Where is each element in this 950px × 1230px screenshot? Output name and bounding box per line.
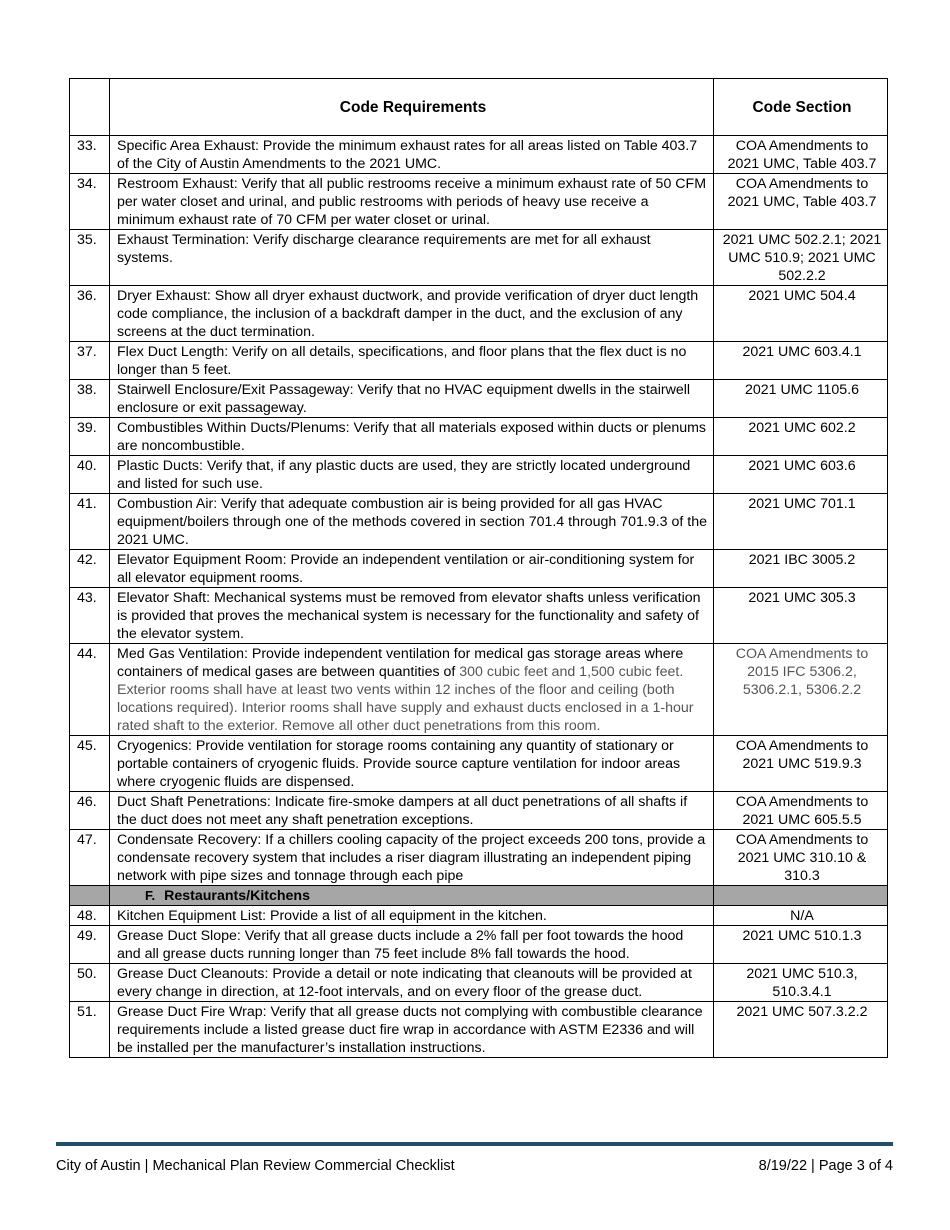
row-number: 34. bbox=[70, 174, 110, 230]
row-code-section: 2021 UMC 305.3 bbox=[714, 588, 888, 644]
row-code-section: 2021 IBC 3005.2 bbox=[714, 550, 888, 588]
table-row bbox=[70, 286, 888, 342]
table-row bbox=[70, 1002, 888, 1058]
row-number: 36. bbox=[70, 286, 110, 342]
row-requirement: Kitchen Equipment List: Provide a list of all equipment in the kitchen. bbox=[110, 906, 714, 926]
row-code-section: COA Amendments to 2021 UMC 519.9.3 bbox=[714, 736, 888, 792]
row-requirement: Elevator Equipment Room: Provide an independent ventilation or air-conditioning system for all elevator equipment rooms. bbox=[110, 550, 714, 588]
row-requirement: Grease Duct Cleanouts: Provide a detail or note indicating that cleanouts will be provided at every change in direction, at 12-foot intervals, and on every floor of the grease duct. bbox=[110, 964, 714, 1002]
row-code-section: 2021 UMC 602.2 bbox=[714, 418, 888, 456]
row-number: 41. bbox=[70, 494, 110, 550]
row-requirement: Grease Duct Fire Wrap: Verify that all grease ducts not complying with combustible clearance requirements include a listed grease duct fire wrap in accordance with ASTM E2336 and will be installed per the manufacturer’s installation instructions. bbox=[110, 1002, 714, 1058]
row-number: 40. bbox=[70, 456, 110, 494]
row-requirement: Combustion Air: Verify that adequate combustion air is being provided for all gas HVAC equipment/boilers through one of the methods covered in section 701.4 through 701.9.3 of the 2021 UMC. bbox=[110, 494, 714, 550]
row-code-section: 2021 UMC 510.3, 510.3.4.1 bbox=[714, 964, 888, 1002]
row-requirement: Stairwell Enclosure/Exit Passageway: Verify that no HVAC equipment dwells in the stairwell enclosure or exit passageway. bbox=[110, 380, 714, 418]
table-row bbox=[70, 644, 888, 736]
row-number: 47. bbox=[70, 830, 110, 886]
row-code-section: 2021 UMC 701.1 bbox=[714, 494, 888, 550]
table-row bbox=[70, 588, 888, 644]
row-number: 46. bbox=[70, 792, 110, 830]
footer-document-title: City of Austin | Mechanical Plan Review Commercial Checklist bbox=[56, 1158, 455, 1174]
header-code-requirements: Code Requirements bbox=[110, 79, 714, 136]
row-number: 35. bbox=[70, 230, 110, 286]
section-letter: F. bbox=[145, 888, 156, 903]
row-number: 37. bbox=[70, 342, 110, 380]
row-requirement: Cryogenics: Provide ventilation for storage rooms containing any quantity of stationary or portable containers of cryogenic fluids. Provide source capture ventilation for indoor areas where cryogenic fluids are dispensed. bbox=[110, 736, 714, 792]
row-requirement: Restroom Exhaust: Verify that all public restrooms receive a minimum exhaust rate of 50 CFM per water closet and urinal, and public restrooms with periods of heavy use receive a minimum exhaust rate of 70 CFM per water closet or urinal. bbox=[110, 174, 714, 230]
row-code-section: COA Amendments to 2015 IFC 5306.2, 5306.2.1, 5306.2.2 bbox=[714, 644, 888, 736]
row-number: 43. bbox=[70, 588, 110, 644]
row-requirement-text-grey: 300 cubic feet and 1,500 cubic feet. Exterior rooms shall have at least two vents within 12 inches of the floor and ceiling (both locations required). Interior rooms shall have supply and exhaust ducts enclosed in a 1-hour rated shaft to the exterior. Remove all other duct penetrations from this room. bbox=[117, 664, 694, 734]
table-row bbox=[70, 550, 888, 588]
table-row bbox=[70, 174, 888, 230]
row-number: 48. bbox=[70, 906, 110, 926]
header-number bbox=[70, 79, 110, 136]
row-requirement: Elevator Shaft: Mechanical systems must be removed from elevator shafts unless verification is provided that proves the mechanical system is necessary for the functionality and safety of the elevator system. bbox=[110, 588, 714, 644]
row-number: 45. bbox=[70, 736, 110, 792]
row-requirement: Exhaust Termination: Verify discharge clearance requirements are met for all exhaust systems. bbox=[110, 230, 714, 286]
row-number: 39. bbox=[70, 418, 110, 456]
table-row bbox=[70, 342, 888, 380]
header-code-section: Code Section bbox=[714, 79, 888, 136]
row-code-section: 2021 UMC 510.1.3 bbox=[714, 926, 888, 964]
row-code-section: 2021 UMC 504.4 bbox=[714, 286, 888, 342]
table-row bbox=[70, 964, 888, 1002]
table-row bbox=[70, 906, 888, 926]
row-number: 51. bbox=[70, 1002, 110, 1058]
row-code-section: N/A bbox=[714, 906, 888, 926]
section-heading bbox=[110, 886, 714, 906]
row-requirement: Flex Duct Length: Verify on all details, specifications, and floor plans that the flex duct is no longer than 5 feet. bbox=[110, 342, 714, 380]
row-requirement: Grease Duct Slope: Verify that all grease ducts include a 2% fall per foot towards the hood and all grease ducts running longer than 75 feet include 8% fall towards the hood. bbox=[110, 926, 714, 964]
table-row bbox=[70, 456, 888, 494]
table-row bbox=[70, 230, 888, 286]
row-requirement-text: Med Gas Ventilation: Provide independent ventilation for medical gas storage areas where containers of medical gases are between quantities of bbox=[117, 646, 684, 680]
row-requirement bbox=[110, 644, 714, 736]
table-row bbox=[70, 494, 888, 550]
row-number: 49. bbox=[70, 926, 110, 964]
row-number: 44. bbox=[70, 644, 110, 736]
row-number: 38. bbox=[70, 380, 110, 418]
table-row bbox=[70, 136, 888, 174]
table-row bbox=[70, 418, 888, 456]
row-number: 50. bbox=[70, 964, 110, 1002]
table-row bbox=[70, 736, 888, 792]
section-number-cell bbox=[70, 886, 110, 906]
section-code-cell bbox=[714, 886, 888, 906]
footer-divider bbox=[56, 1142, 893, 1146]
checklist-table bbox=[69, 78, 888, 1058]
row-requirement: Dryer Exhaust: Show all dryer exhaust ductwork, and provide verification of dryer duct length code compliance, the inclusion of a backdraft damper in the duct, and the exclusion of any screens at the duct termination. bbox=[110, 286, 714, 342]
row-code-section: COA Amendments to 2021 UMC, Table 403.7 bbox=[714, 174, 888, 230]
row-code-section: 2021 UMC 507.3.2.2 bbox=[714, 1002, 888, 1058]
footer-date-page: 8/19/22 | Page 3 of 4 bbox=[758, 1158, 893, 1174]
row-number: 33. bbox=[70, 136, 110, 174]
row-code-section: COA Amendments to 2021 UMC 605.5.5 bbox=[714, 792, 888, 830]
row-code-section: 2021 UMC 603.4.1 bbox=[714, 342, 888, 380]
row-code-section: COA Amendments to 2021 UMC, Table 403.7 bbox=[714, 136, 888, 174]
table-row bbox=[70, 926, 888, 964]
row-requirement: Condensate Recovery: If a chillers cooling capacity of the project exceeds 200 tons, provide a condensate recovery system that includes a riser diagram illustrating an independent piping network with pipe sizes and tonnage through each pipe bbox=[110, 830, 714, 886]
table-row bbox=[70, 830, 888, 886]
row-code-section: 2021 UMC 502.2.1; 2021 UMC 510.9; 2021 UMC 502.2.2 bbox=[714, 230, 888, 286]
table-row bbox=[70, 380, 888, 418]
row-requirement: Plastic Ducts: Verify that, if any plastic ducts are used, they are strictly located underground and listed for such use. bbox=[110, 456, 714, 494]
row-requirement: Specific Area Exhaust: Provide the minimum exhaust rates for all areas listed on Table 403.7 of the City of Austin Amendments to the 2021 UMC. bbox=[110, 136, 714, 174]
row-requirement: Duct Shaft Penetrations: Indicate fire-smoke dampers at all duct penetrations of all shafts if the duct does not meet any shaft penetration exceptions. bbox=[110, 792, 714, 830]
row-code-section: 2021 UMC 603.6 bbox=[714, 456, 888, 494]
row-code-section: COA Amendments to 2021 UMC 310.10 & 310.3 bbox=[714, 830, 888, 886]
row-number: 42. bbox=[70, 550, 110, 588]
table-header-row bbox=[70, 79, 888, 136]
table-row bbox=[70, 792, 888, 830]
section-title: Restaurants/Kitchens bbox=[164, 888, 310, 904]
section-heading-row bbox=[70, 886, 888, 906]
row-requirement: Combustibles Within Ducts/Plenums: Verify that all materials exposed within ducts or plenums are noncombustible. bbox=[110, 418, 714, 456]
row-code-section: 2021 UMC 1105.6 bbox=[714, 380, 888, 418]
